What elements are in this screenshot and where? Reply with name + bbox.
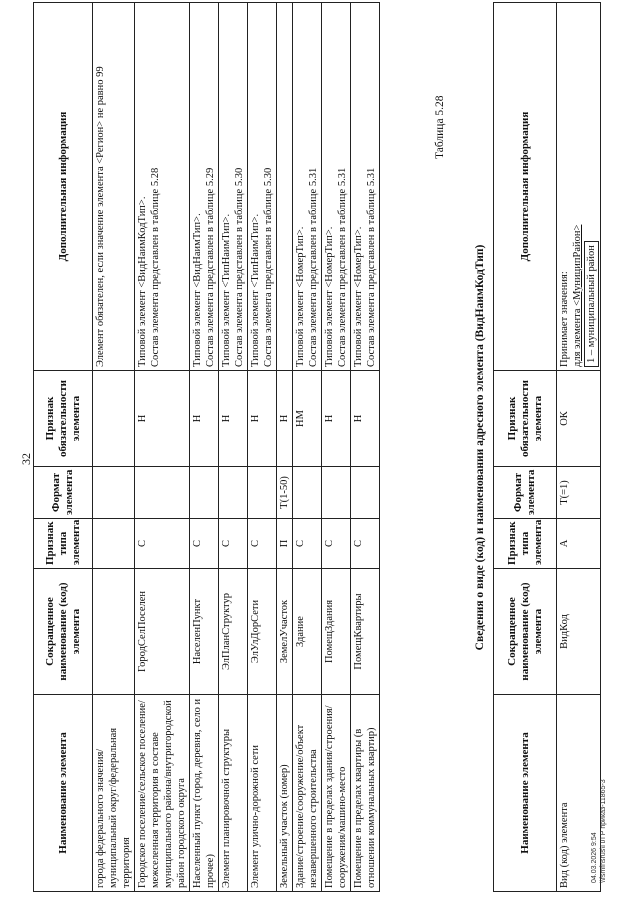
cell-line: Н	[137, 414, 148, 423]
cell-line: ПомещЗдания	[324, 599, 335, 664]
cell-type	[277, 519, 293, 569]
table-row	[557, 3, 601, 892]
cell-name	[219, 695, 248, 892]
cell-type: А	[557, 519, 601, 569]
cell-line: Состав элемента представлен в таблице 5.30	[263, 167, 274, 367]
cell-line: Н	[192, 414, 203, 423]
cell-line: Здание	[295, 616, 306, 647]
cell-name	[277, 695, 293, 892]
header-type: Признак типа элемента	[34, 519, 93, 569]
cell-code	[248, 569, 277, 695]
header-code: Сокращенное наименование (код) элемента	[34, 569, 93, 695]
cell-name	[190, 695, 219, 892]
cell-line: Типовой элемент <ВидНаимКодТип>.	[137, 196, 148, 367]
cell-info	[135, 3, 190, 371]
cell-required	[190, 371, 219, 467]
cell-line: Типовой элемент <ВидНаимТип>.	[192, 213, 203, 367]
header-required: Признак обязательности элемента	[34, 371, 93, 467]
cell-line: Помещение в пределах здания/строения/сооружения/машино-место	[324, 705, 348, 888]
header-format: Формат элемента	[494, 467, 557, 519]
cell-required	[293, 371, 322, 467]
cell-name	[351, 695, 380, 892]
print-footer	[590, 779, 608, 883]
cell-line: С	[324, 540, 335, 548]
cell-type	[219, 519, 248, 569]
cell-type	[135, 519, 190, 569]
cell-type	[351, 519, 380, 569]
print-path: \\fsmfnsrus\ПЛ Р приказ-11865-3	[600, 779, 607, 883]
table-row	[293, 3, 322, 892]
cell-type	[93, 519, 135, 569]
cell-required	[93, 371, 135, 467]
cell-required: ОК	[557, 371, 601, 467]
cell-line: Т(1-50)	[279, 476, 290, 509]
header-required: Признак обязательности элемента	[494, 371, 557, 467]
page-number: 32	[19, 453, 33, 465]
table-row	[322, 3, 351, 892]
table-body	[93, 3, 380, 892]
cell-line: Типовой элемент <НомерТип>.	[295, 226, 306, 367]
cell-line: ЭлПланСтруктур	[221, 593, 232, 670]
cell-line: Типовой элемент <ТипНаимТип>.	[250, 213, 261, 367]
header-name: Наименование элемента	[494, 695, 557, 892]
info-line: Принимает значения:	[559, 271, 570, 367]
cell-line: Состав элемента представлен в таблице 5.31	[337, 167, 348, 367]
cell-line: П	[279, 539, 290, 548]
cell-line: НМ	[295, 410, 306, 427]
cell-required	[277, 371, 293, 467]
cell-required	[135, 371, 190, 467]
cell-code	[135, 569, 190, 695]
header-format: Формат элемента	[34, 467, 93, 519]
cell-code	[93, 569, 135, 695]
cell-line: Типовой элемент <НомерТип>.	[353, 226, 364, 367]
cell-code	[277, 569, 293, 695]
elements-table	[33, 2, 380, 892]
cell-line: С	[221, 540, 232, 548]
cell-line: города федерального значения/муниципальный округ/федеральная территория	[95, 727, 132, 888]
cell-line: С	[137, 540, 148, 548]
cell-format	[248, 467, 277, 519]
cell-info	[277, 3, 293, 371]
cell-required	[322, 371, 351, 467]
cell-type	[293, 519, 322, 569]
cell-format: Т(=1)	[557, 467, 601, 519]
cell-line: ЗемелУчасток	[279, 599, 290, 664]
cell-line: Н	[221, 414, 232, 423]
cell-name: Вид (код) элемента	[557, 695, 601, 892]
info-line: для элемента <МуниципРайон>	[572, 224, 583, 367]
cell-name	[248, 695, 277, 892]
table-row	[190, 3, 219, 892]
cell-line: Состав элемента представлен в таблице 5.29	[205, 167, 216, 367]
cell-format	[135, 467, 190, 519]
cell-format	[190, 467, 219, 519]
table-row	[277, 3, 293, 892]
cell-line: Городское поселение/сельское поселение/межселенная территория в составе муниципального района/внутригородской район городского округа	[137, 700, 187, 888]
cell-required	[351, 371, 380, 467]
cell-line: Типовой элемент <ТипНаимТип>.	[221, 213, 232, 367]
cell-line: Н	[353, 414, 364, 423]
cell-info	[557, 3, 601, 371]
cell-format	[293, 467, 322, 519]
header-name: Наименование элемента	[34, 695, 93, 892]
cell-line: НаселенПункт	[192, 598, 203, 665]
header-code: Сокращенное наименование (код) элемента	[494, 569, 557, 695]
table-row	[219, 3, 248, 892]
cell-line: Н	[250, 414, 261, 423]
header-type: Признак типа элемента	[494, 519, 557, 569]
cell-type	[190, 519, 219, 569]
cell-line: ГородСелПоселен	[137, 590, 148, 673]
cell-line: Состав элемента представлен в таблице 5.28	[150, 167, 161, 367]
cell-line: Здание/строение/сооружение/объект незавершенного строительства	[295, 724, 319, 888]
cell-info	[351, 3, 380, 371]
cell-info	[93, 3, 135, 371]
cell-info	[322, 3, 351, 371]
table-row	[135, 3, 190, 892]
cell-type	[248, 519, 277, 569]
cell-line: ПомещКвартиры	[353, 593, 364, 670]
cell-name	[293, 695, 322, 892]
cell-line: Типовой элемент <НомерТип>.	[324, 226, 335, 367]
cell-format	[351, 467, 380, 519]
cell-format	[277, 467, 293, 519]
table-row	[248, 3, 277, 892]
cell-line: С	[250, 540, 261, 548]
table-row	[351, 3, 380, 892]
cell-line: Состав элемента представлен в таблице 5.30	[234, 167, 245, 367]
cell-code	[351, 569, 380, 695]
cell-format	[322, 467, 351, 519]
table-title: Сведения о виде (код) и наименовании адресного элемента (ВидНаимКодТип)	[474, 244, 486, 651]
cell-name	[322, 695, 351, 892]
table-header-row	[34, 3, 93, 892]
cell-line: ЭлУлДорСети	[250, 599, 261, 664]
cell-line: Состав элемента представлен в таблице 5.31	[366, 167, 377, 367]
cell-line: Элемент обязателен, если значение элемента <Регион> не равно 99	[95, 66, 106, 367]
cell-name	[93, 695, 135, 892]
cell-line: С	[295, 540, 306, 548]
cell-code	[219, 569, 248, 695]
cell-line: Элемент улично-дорожной сети	[250, 745, 261, 888]
print-date: 04.03.2026 9:54	[591, 832, 598, 883]
cell-name	[135, 695, 190, 892]
cell-type	[322, 519, 351, 569]
header-info: Дополнительная информация	[494, 3, 557, 371]
cell-line: С	[192, 540, 203, 548]
table-header-row	[494, 3, 557, 892]
cell-line: Н	[324, 414, 335, 423]
cell-info	[248, 3, 277, 371]
cell-format	[219, 467, 248, 519]
table-number: Таблица 5.28	[434, 95, 446, 159]
cell-line: Помещение в пределах квартиры (в отношении коммунальных квартир)	[353, 727, 377, 888]
table-row	[93, 3, 135, 892]
vidnaimkod-table	[493, 2, 601, 892]
cell-required	[248, 371, 277, 467]
cell-info	[293, 3, 322, 371]
cell-code	[190, 569, 219, 695]
cell-code	[293, 569, 322, 695]
cell-code	[322, 569, 351, 695]
cell-line: С	[353, 540, 364, 548]
cell-line: Н	[279, 414, 290, 423]
cell-line: Состав элемента представлен в таблице 5.31	[308, 167, 319, 367]
cell-info	[219, 3, 248, 371]
cell-line: Элемент планировочной структуры	[221, 728, 232, 888]
header-info: Дополнительная информация	[34, 3, 93, 371]
cell-code: ВидКод	[557, 569, 601, 695]
cell-line: Населенный пункт (город, деревня, село и прочее)	[192, 698, 216, 888]
cell-format	[93, 467, 135, 519]
cell-line: Земельный участок (номер)	[279, 764, 290, 888]
cell-required	[219, 371, 248, 467]
cell-info	[190, 3, 219, 371]
info-line: 1 – муниципальный район	[584, 241, 599, 367]
